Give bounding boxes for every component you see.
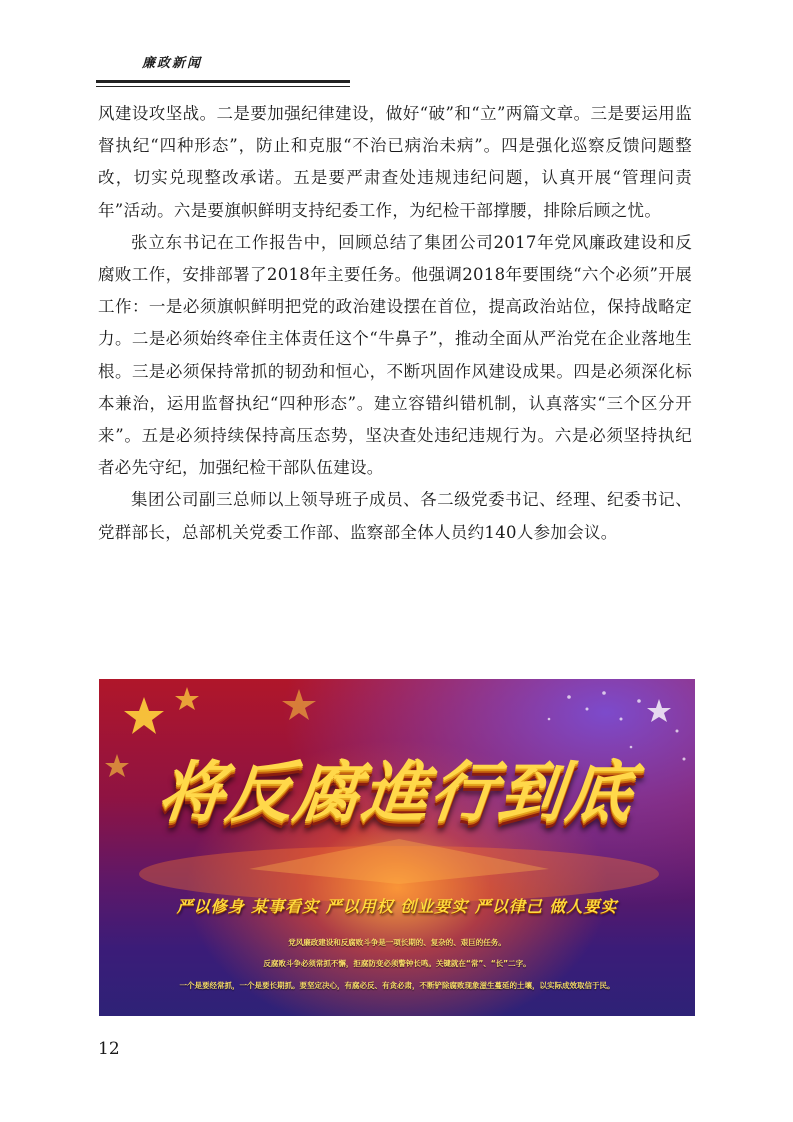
poster-line: 党风廉政建设和反腐败斗争是一项长期的、复杂的、艰巨的任务。 bbox=[288, 938, 506, 947]
page-number: 12 bbox=[98, 1039, 120, 1059]
star-icon bbox=[175, 687, 199, 710]
star-icon bbox=[647, 699, 671, 722]
poster-line: 反腐败斗争必须常抓不懈，拒腐防变必须警钟长鸣。关键就在“常”、“长”二字。 bbox=[263, 959, 531, 968]
star-icon bbox=[124, 697, 164, 734]
header-rule-thick bbox=[96, 80, 350, 83]
poster-headline: 将反腐進行到底 bbox=[154, 753, 639, 831]
anti-corruption-poster bbox=[99, 679, 695, 1016]
header-rule-thin bbox=[96, 86, 350, 87]
paragraph-continued: 风建设攻坚战。二是要加强纪律建设，做好“破”和“立”两篇文章。三是要运用监督执纪“四种形态”，防止和克服“不治已病治未病”。四是强化巡察反馈问题整改，切实兑现整改承诺。五是要严肃查处违规违纪问题，认真开展“管理问责年”活动。六是要旗帜鲜明支持纪委工作，为纪检干部撑腰，排除后顾之忧。 bbox=[98, 104, 692, 220]
poster-line: 一个是要经常抓，一个是要长期抓。要坚定决心，有腐必反、有贪必肃，不断铲除腐败现象滋生蔓延的土壤，以实际成效取信于民。 bbox=[179, 981, 615, 990]
paragraph-attendees: 集团公司副三总师以上领导班子成员、各二级党委书记、经理、纪委书记、党群部长，总部机关党委工作部、监察部全体人员约140人参加会议。 bbox=[98, 490, 692, 542]
star-icon bbox=[282, 689, 316, 720]
poster-slogan: 严以修身 某事看实 严以用权 创业要实 严以律己 做人要实 bbox=[176, 897, 618, 916]
header-title: 廉政新闻 bbox=[142, 56, 203, 71]
paragraph-report: 张立东书记在工作报告中，回顾总结了集团公司2017年党风廉政建设和反腐败工作，安排部署了2018年主要任务。他强调2018年要围绕“六个必须”开展工作：一是必须旗帜鲜明把党的政治建设摆在首位，提高政治站位，保持战略定力。二是必须始终牵住主体责任这个“牛鼻子”，推动全面从严治党在企业落地生根。三是必须保持常抓的韧劲和恒心，不断巩固作风建设成果。四是必须深化标本兼治，运用监督执纪“四种形态”。建立容错纠错机制，认真落实“三个区分开来”。五是必须持续保持高压态势，坚决查处违纪违规行为。六是必须坚持执纪者必先守纪，加强纪检干部队伍建设。 bbox=[98, 232, 692, 478]
article-body bbox=[98, 98, 692, 549]
